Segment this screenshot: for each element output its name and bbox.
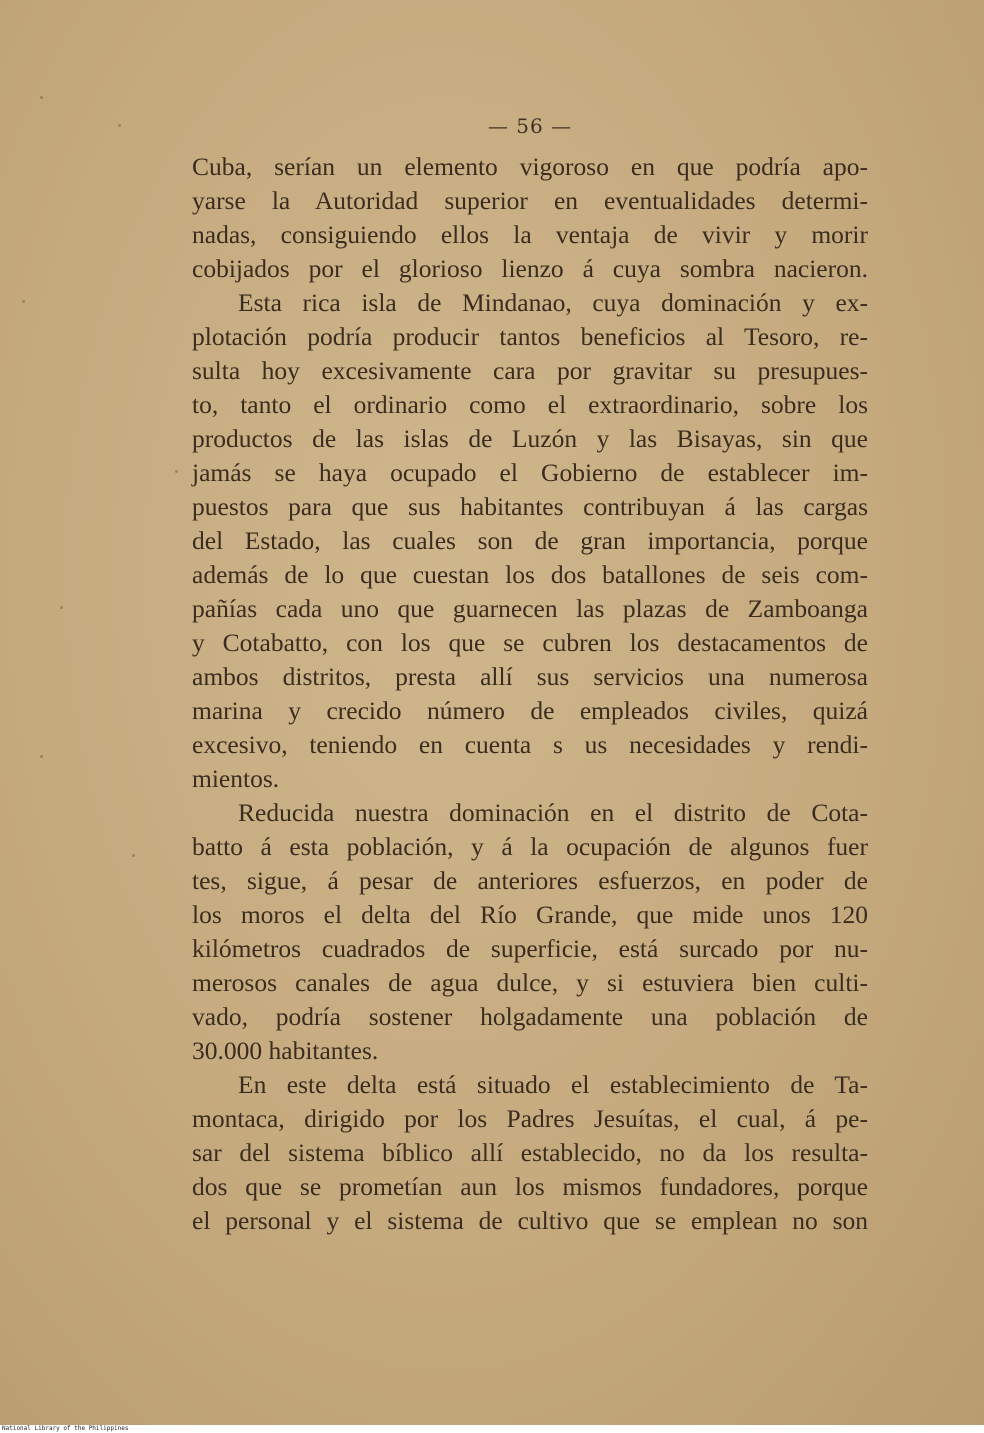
text-line: cobijados por el glorioso lienzo á cuya sombra nacieron. [192, 254, 868, 283]
text-line: además de lo que cuestan los dos batallones de seis com- [192, 560, 868, 589]
text-line: sulta hoy excesivamente cara por gravitar su presupues- [192, 356, 868, 385]
text-line: yarse la Autoridad superior en eventualidades determi- [192, 186, 868, 215]
text-line: jamás se haya ocupado el Gobierno de establecer im- [192, 458, 868, 487]
text-line: los moros el delta del Río Grande, que mide unos 120 [192, 900, 868, 929]
footer-bar [0, 1425, 984, 1433]
text-line: to, tanto el ordinario como el extraordinario, sobre los [192, 390, 868, 419]
text-line: marina y crecido número de empleados civiles, quizá [192, 696, 868, 725]
text-line: En este delta está situado el establecimiento de Ta- [238, 1070, 868, 1099]
text-line: nadas, consiguiendo ellos la ventaja de vivir y morir [192, 220, 868, 249]
paper-speck [132, 854, 135, 857]
text-line: batto á esta población, y á la ocupación de algunos fuer [192, 832, 868, 861]
text-line: excesivo, teniendo en cuenta s us necesidades y rendi- [192, 730, 868, 759]
text-line: plotación podría producir tantos beneficios al Tesoro, re- [192, 322, 868, 351]
text-line: el personal y el sistema de cultivo que se emplean no son [192, 1206, 868, 1235]
text-line: y Cotabatto, con los que se cubren los destacamentos de [192, 628, 868, 657]
paragraph [192, 1068, 868, 1238]
paragraph [192, 286, 868, 796]
text-line: kilómetros cuadrados de superficie, está surcado por nu- [192, 934, 868, 963]
text-line: puestos para que sus habitantes contribuyan á las cargas [192, 492, 868, 521]
paper-speck [22, 300, 25, 303]
text-line: sar del sistema bíblico allí establecido, no da los resulta- [192, 1138, 868, 1167]
text-line: dos que se prometían aun los mismos fundadores, porque [192, 1172, 868, 1201]
paper-speck [175, 470, 178, 473]
page-number: — 56 — [487, 114, 573, 138]
text-line: Esta rica isla de Mindanao, cuya dominación y ex- [238, 288, 868, 317]
paper-speck [60, 606, 63, 609]
text-line: 30.000 habitantes. [192, 1036, 379, 1065]
paper-speck [40, 96, 43, 99]
body-text [192, 150, 868, 1238]
paper-speck [40, 755, 43, 758]
library-credit: National Library of the Philippines [2, 1425, 129, 1432]
text-line: mientos. [192, 764, 280, 793]
text-line: Reducida nuestra dominación en el distrito de Cota- [238, 798, 868, 827]
text-line: productos de las islas de Luzón y las Bisayas, sin que [192, 424, 868, 453]
paragraph [192, 150, 868, 286]
text-line: tes, sigue, á pesar de anteriores esfuerzos, en poder de [192, 866, 868, 895]
text-line: pañías cada uno que guarnecen las plazas de Zamboanga [192, 594, 868, 623]
text-line: del Estado, las cuales son de gran importancia, porque [192, 526, 868, 555]
text-line: ambos distritos, presta allí sus servicios una numerosa [192, 662, 868, 691]
text-line: vado, podría sostener holgadamente una población de [192, 1002, 868, 1031]
text-line: merosos canales de agua dulce, y si estuviera bien culti- [192, 968, 868, 997]
text-line: Cuba, serían un elemento vigoroso en que podría apo- [192, 152, 868, 181]
paragraph [192, 796, 868, 1068]
text-line: montaca, dirigido por los Padres Jesuítas, el cual, á pe- [192, 1104, 868, 1133]
